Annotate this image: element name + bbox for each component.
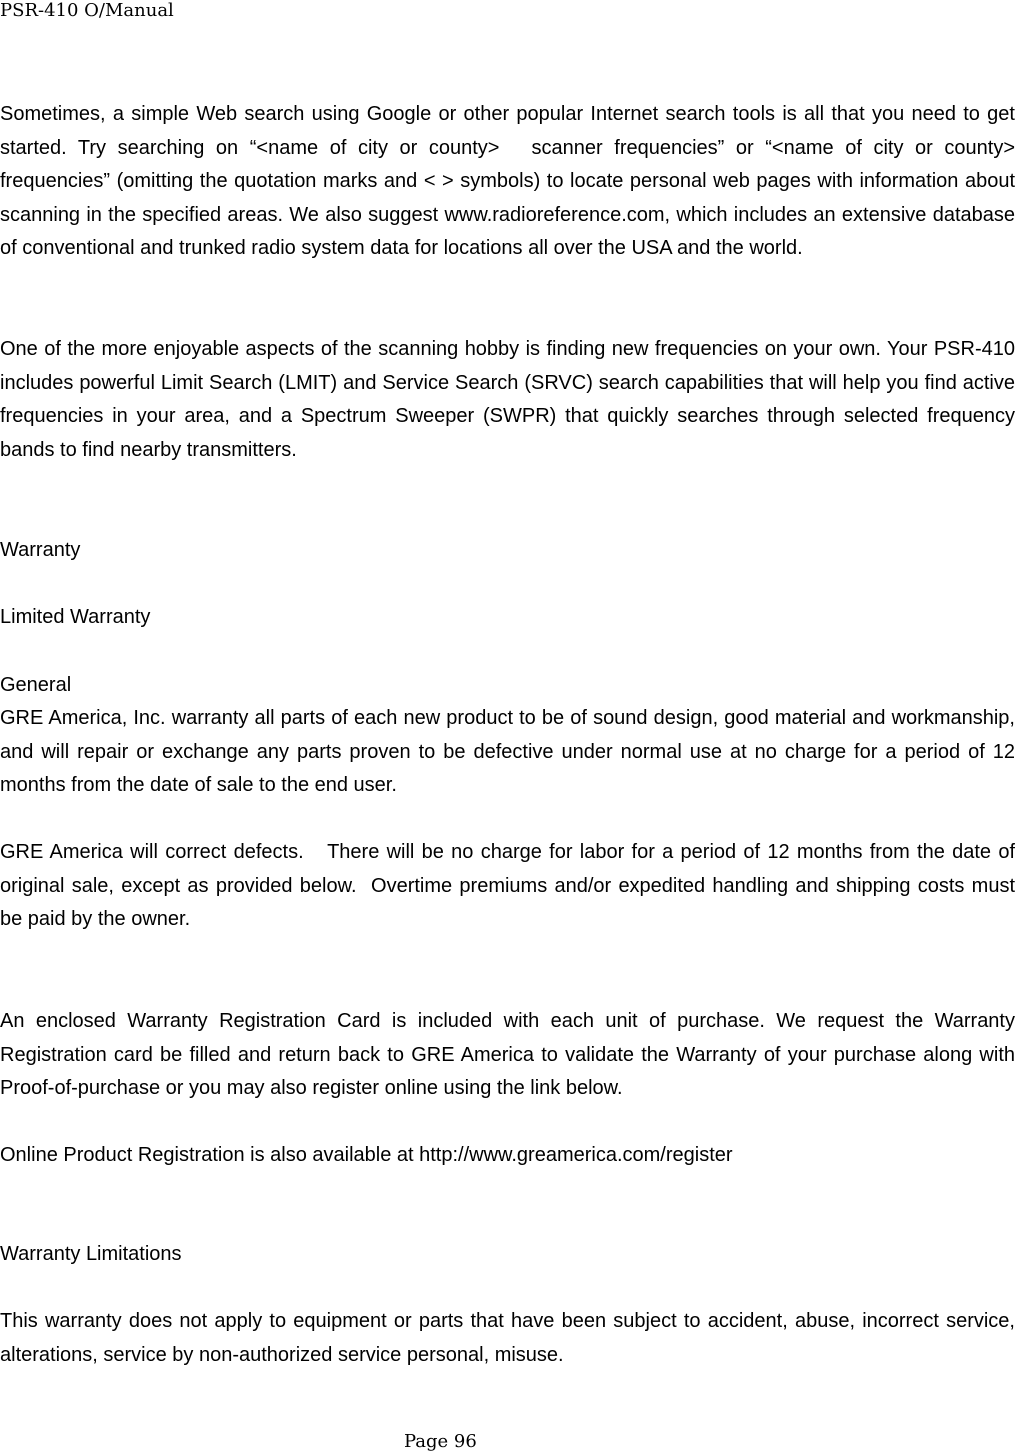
limitations-paragraph: This warranty does not apply to equipment or parts that have been subject to accident, abuse, incorrect service, alterations, service by non-authorized service personal, misuse. xyxy=(0,1310,1015,1366)
subheading-limited-warranty: Limited Warranty xyxy=(0,606,151,628)
subheading-warranty-limitations: Warranty Limitations xyxy=(0,1243,182,1265)
section-heading-warranty: Warranty xyxy=(0,539,81,561)
general-paragraph-coverage: GRE America, Inc. warranty all parts of each new product to be of sound design, good material and workmanship, and will repair or exchange any parts proven to be defective under normal use at no charge for a period of 12 months from the date of sale to the end user. xyxy=(0,707,1015,796)
intro-paragraph-web-search: Sometimes, a simple Web search using Google or other popular Internet search tools is all that you need to get started. Try searching on “<name of city or county> scanner frequencies” or “<name of city or county> frequencies” (omitting the quotation marks and < > symbols) to locate personal web pages with information about scanning in the specified areas. We also suggest www.radioreference.com, which includes an extensive database of conventional and trunked radio system data for locations all over the USA and the world. xyxy=(0,103,1015,259)
subheading-general: General xyxy=(0,674,72,696)
page-number: Page 96 xyxy=(404,1431,477,1452)
general-paragraph-labor: GRE America will correct defects. There will be no charge for labor for a period of 12 months from the date of original sale, except as provided below. Overtime premiums and/or expedited handling and shipping costs must be paid by the owner. xyxy=(0,841,1015,930)
registration-paragraph: An enclosed Warranty Registration Card is included with each unit of purchase. We request the Warranty Registration card be filled and return back to GRE America to validate the Warranty of your purchase along with Proof-of-purchase or you may also register online using the link below. xyxy=(0,1010,1015,1099)
running-header: PSR-410 O/Manual xyxy=(0,0,174,21)
intro-paragraph-search-features: One of the more enjoyable aspects of the scanning hobby is finding new frequencies on your own. Your PSR-410 includes powerful Limit Search (LMIT) and Service Search (SRVC) search capabilities that will help you find active frequencies in your area, and a Spectrum Sweeper (SWPR) that quickly searches through selected frequency bands to find nearby transmitters. xyxy=(0,338,1015,461)
online-registration-paragraph: Online Product Registration is also available at http://www.greamerica.com/register xyxy=(0,1144,733,1166)
